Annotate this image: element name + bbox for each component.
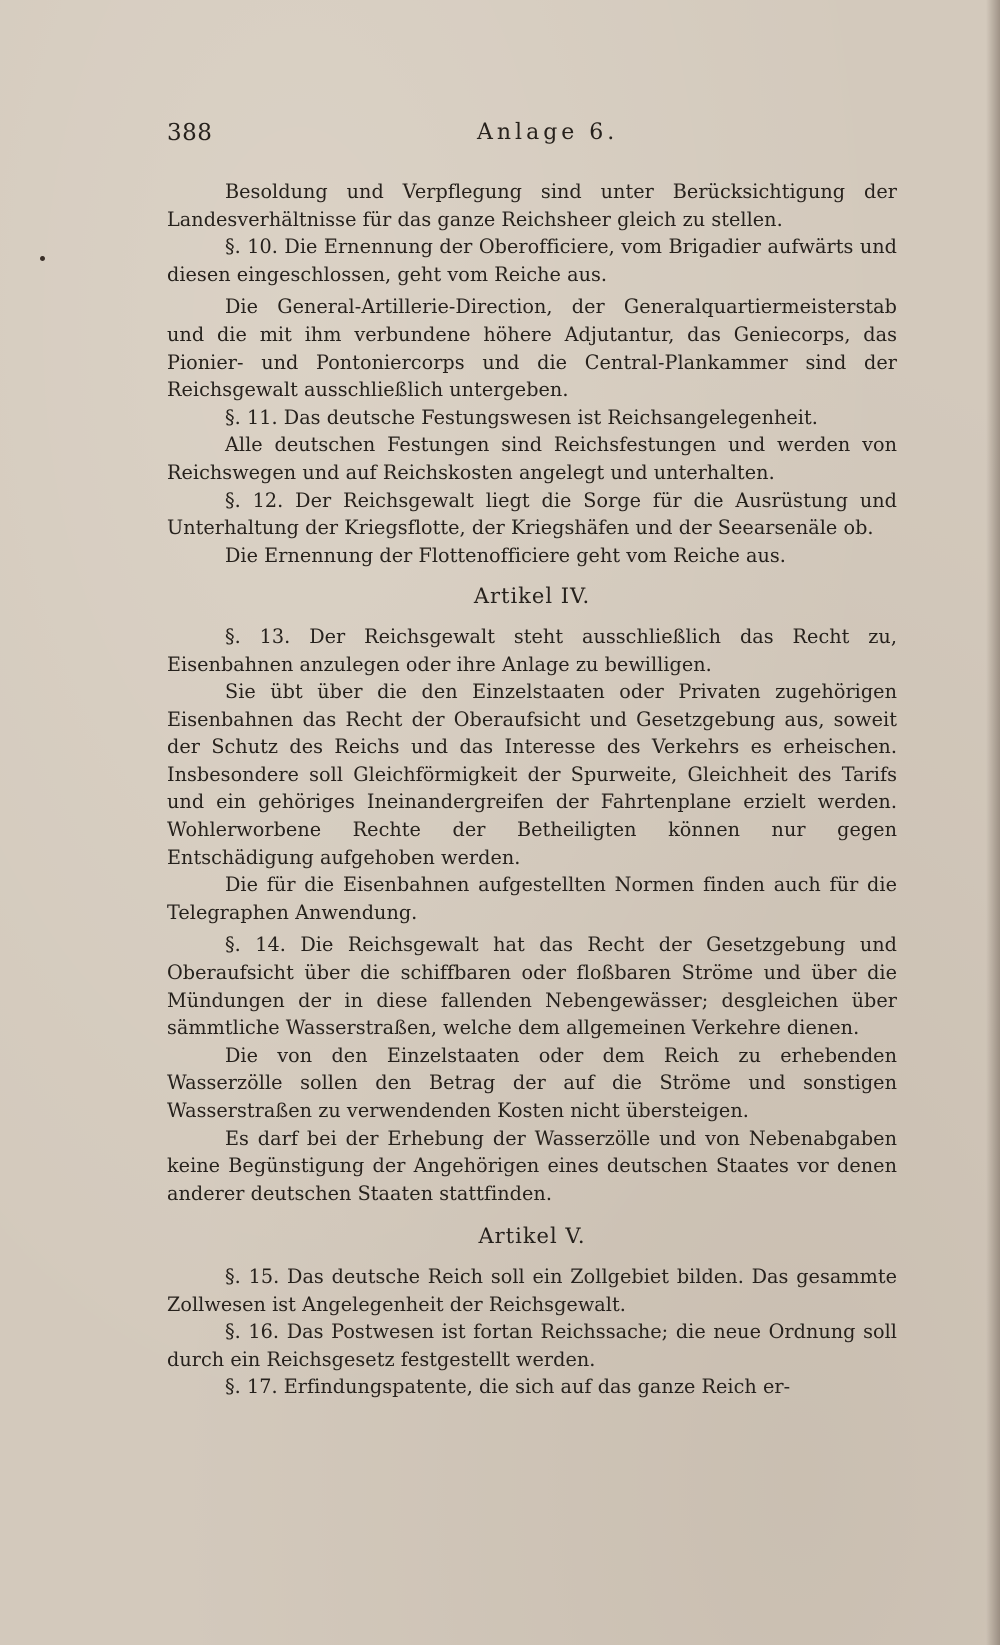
paragraph: Sie übt über die den Einzelstaaten oder Privaten zugehörigen Eisenbahnen das Recht der Oberaufsicht und Gesetzgebung aus, soweit der Schutz des Reichs und das Interesse des Verkehrs es erheischen. Insbesondere soll Gleichförmigkeit der Spurweite, Gleichheit des Tarifs und ein gehöriges Ineinandergreifen der Fahrtenplane erzielt werden. Wohlerworbene Rechte der Betheiligten können nur gegen Entschädigung aufgehoben werden. <box>167 680 897 869</box>
article-heading: Artikel V. <box>478 1224 586 1249</box>
paragraph-section-16: §. 16. Das Postwesen ist fortan Reichssache; die neue Ordnung soll durch ein Reichsgesetz festgestellt werden. <box>167 1320 897 1371</box>
paragraph: Besoldung und Verpflegung sind unter Berücksichtigung der Landesverhältnisse für das ganze Reichsheer gleich zu stellen. <box>167 180 897 231</box>
paragraph-section-10: §. 10. Die Ernennung der Oberofficiere, vom Brigadier aufwärts und diesen eingeschlossen, geht vom Reiche aus. <box>167 235 897 286</box>
paragraph-section-11: §. 11. Das deutsche Festungswesen ist Reichsangelegenheit. <box>225 405 818 429</box>
running-head: Anlage 6. <box>477 120 619 145</box>
ink-speck <box>40 256 45 261</box>
paragraph: Die von den Einzelstaaten oder dem Reich zu erhebenden Wasserzölle sollen den Betrag der auf die Ströme und sonstigen Wasserstraßen zu verwendenden Kosten nicht übersteigen. <box>167 1043 897 1122</box>
page-number: 388 <box>167 120 213 146</box>
paragraph: Es darf bei der Erhebung der Wasserzölle und von Nebenabgaben keine Begünstigung der Angehörigen eines deutschen Staates vor denen anderer deutschen Staaten stattfinden. <box>167 1126 897 1205</box>
page-header <box>167 120 897 154</box>
paragraph: Alle deutschen Festungen sind Reichsfestungen und werden von Reichswegen und auf Reichskosten angelegt und unterhalten. <box>167 433 897 484</box>
paragraph: Die für die Eisenbahnen aufgestellten Normen finden auch für die Telegraphen Anwendung. <box>167 873 897 924</box>
page-edge-shadow <box>986 0 1000 1645</box>
paragraph: Die General-Artillerie-Direction, der Generalquartiermeisterstab und die mit ihm verbundene höhere Adjutantur, das Geniecorps, das Pionier- und Pontoniercorps und die Central-Plankammer sind der Reichsgewalt ausschließlich untergeben. <box>167 295 897 402</box>
paragraph: Die Ernennung der Flottenofficiere geht vom Reiche aus. <box>225 543 786 567</box>
paragraph-section-15: §. 15. Das deutsche Reich soll ein Zollgebiet bilden. Das gesammte Zollwesen ist Angelegenheit der Reichsgewalt. <box>167 1264 897 1316</box>
article-heading: Artikel IV. <box>473 584 591 609</box>
paragraph-section-12: §. 12. Der Reichsgewalt liegt die Sorge für die Ausrüstung und Unterhaltung der Kriegsflotte, der Kriegshäfen und der Seearsenäle ob. <box>167 488 897 540</box>
paragraph-section-14: §. 14. Die Reichsgewalt hat das Recht der Gesetzgebung und Oberaufsicht über die schiffbaren oder floßbaren Ströme und über die Mündungen der in diese fallenden Nebengewässer; desgleichen über sämmtliche Wasserstraßen, welche dem allgemeinen Verkehre dienen. <box>167 933 897 1040</box>
paragraph-section-17: §. 17. Erfindungspatente, die sich auf das ganze Reich er- <box>225 1375 791 1399</box>
paragraph-section-13: §. 13. Der Reichsgewalt steht ausschließlich das Recht zu, Eisenbahnen anzulegen oder ihre Anlage zu bewilligen. <box>167 624 897 676</box>
body-text <box>167 178 897 1401</box>
